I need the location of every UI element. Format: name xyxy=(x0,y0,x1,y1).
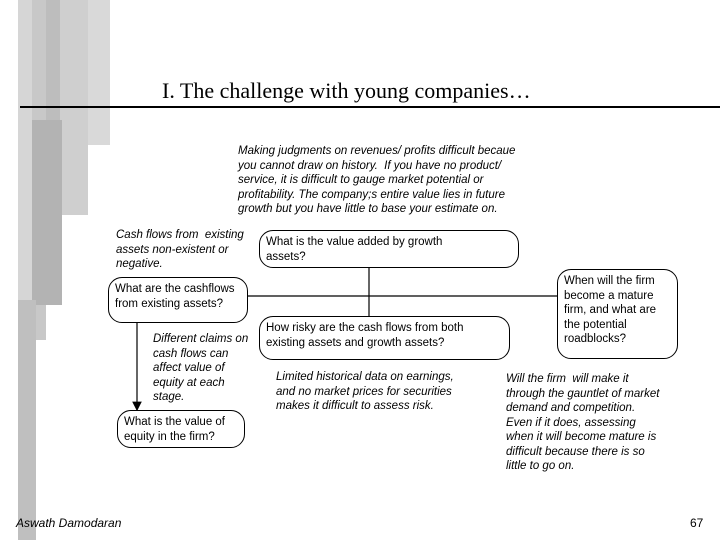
note-claims: Different claims on cash flows can affect value of equity at each stage. xyxy=(153,333,249,403)
box-risk: How risky are the cash flows from both existing assets and growth assets? xyxy=(259,316,510,360)
box-existing-cashflows: What are the cashflows from existing assets? xyxy=(108,277,248,323)
note-cashflows: Cash flows from existing assets non-existent or negative. xyxy=(116,229,244,270)
footer-author: Aswath Damodaran xyxy=(16,516,122,530)
slide-title: I. The challenge with young companies… xyxy=(162,78,531,103)
note-historical-data: Limited historical data on earnings, and no market prices for securities makes it difficult to assess risk. xyxy=(276,371,454,412)
note-survival: Will the firm will make it through the gauntlet of market demand and competition. Even if it does, assessing when it will become mature is difficult because there is so little to go on. xyxy=(506,373,660,472)
box-mature-firm: When will the firm become a mature firm, and what are the potential roadblocks? xyxy=(557,269,678,359)
box-growth-value: What is the value added by growth assets? xyxy=(259,230,519,268)
page-number: 67 xyxy=(690,516,704,530)
box-equity-value: What is the value of equity in the firm? xyxy=(117,410,245,448)
note-history: Making judgments on revenues/ profits difficult becaue you cannot draw on history. If you have no product/ service, it is difficult to gauge market potential or profitability. The company;s entire value lies in future growth but you have little to base your estimate on. xyxy=(238,145,516,215)
